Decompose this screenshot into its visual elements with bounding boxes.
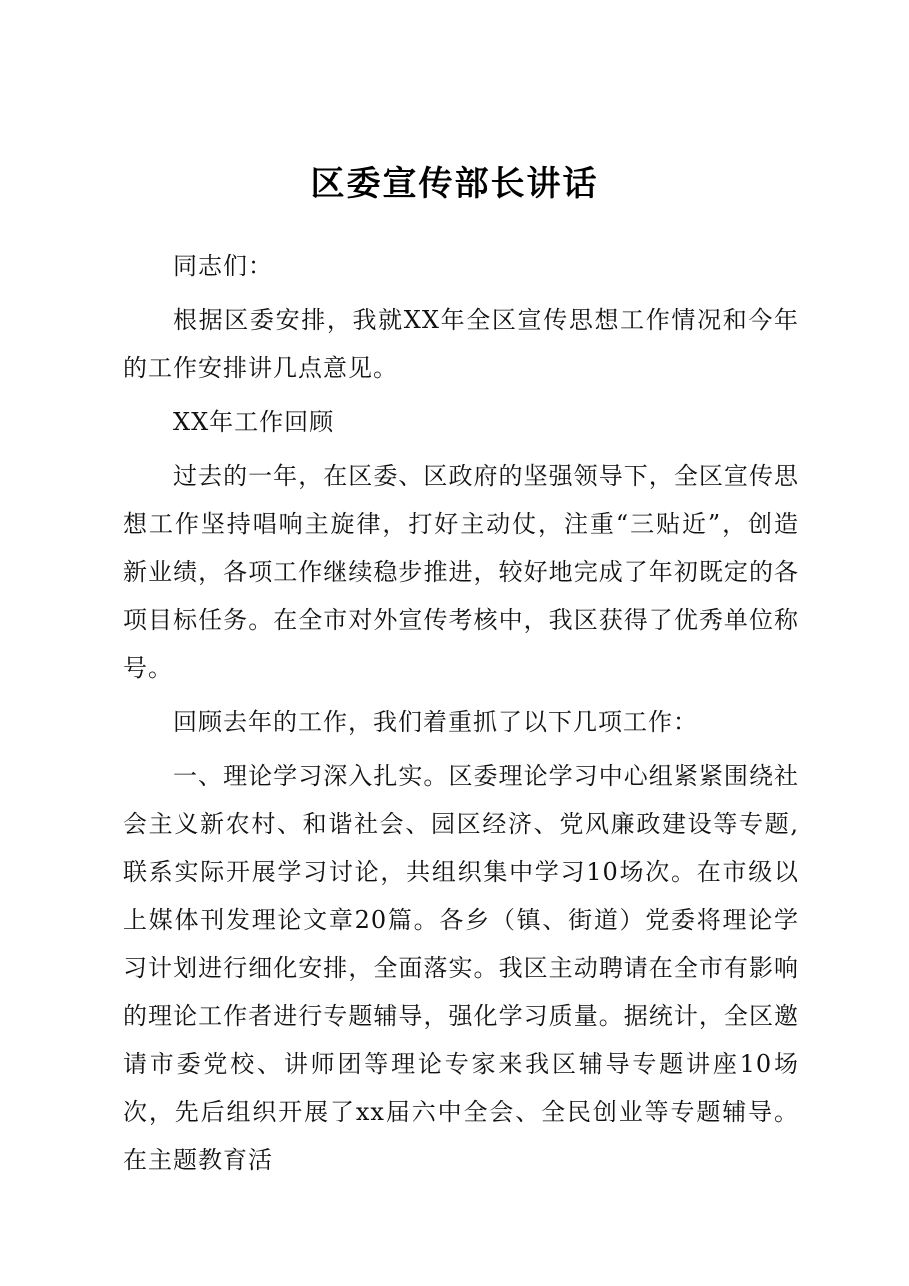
review-lead-paragraph: 回顾去年的工作，我们着重抓了以下几项工作： — [173, 708, 698, 736]
intro-paragraph: 根据区委安排，我就XX年全区宣传思想工作情况和今年的工作安排讲几点意见。 — [123, 306, 799, 382]
document-title: 区委宣传部长讲话 — [310, 164, 599, 204]
salutation-paragraph: 同志们： — [173, 252, 273, 280]
document-body — [123, 242, 799, 1190]
theory-study-paragraph: 一、理论学习深入扎实。区委理论学习中心组紧紧围绕社会主义新农村、和谐社会、园区经济、党风廉政建设等专题,联系实际开展学习讨论，共组织集中学习10场次。在市级以上媒体刊发理论文章20篇。各乡（镇、街道）党委将理论学习计划进行细化安排，全面落实。我区主动聘请在全市有影响的理论工作者进行专题辅导，强化学习质量。据统计，全区邀请市委党校、讲师团等理论专家来我区辅导专题讲座10场次，先后组织开展了xx届六中全会、全民创业等专题辅导。在主题教育活 — [123, 762, 799, 1174]
section-heading: XX年工作回顾 — [173, 408, 335, 436]
review-paragraph: 过去的一年，在区委、区政府的坚强领导下，全区宣传思想工作坚持唱响主旋律，打好主动仗，注重“三贴近”，创造新业绩，各项工作继续稳步推进，较好地完成了年初既定的各项目标任务。在全市对外宣传考核中，我区获得了优秀单位称号。 — [123, 462, 799, 682]
